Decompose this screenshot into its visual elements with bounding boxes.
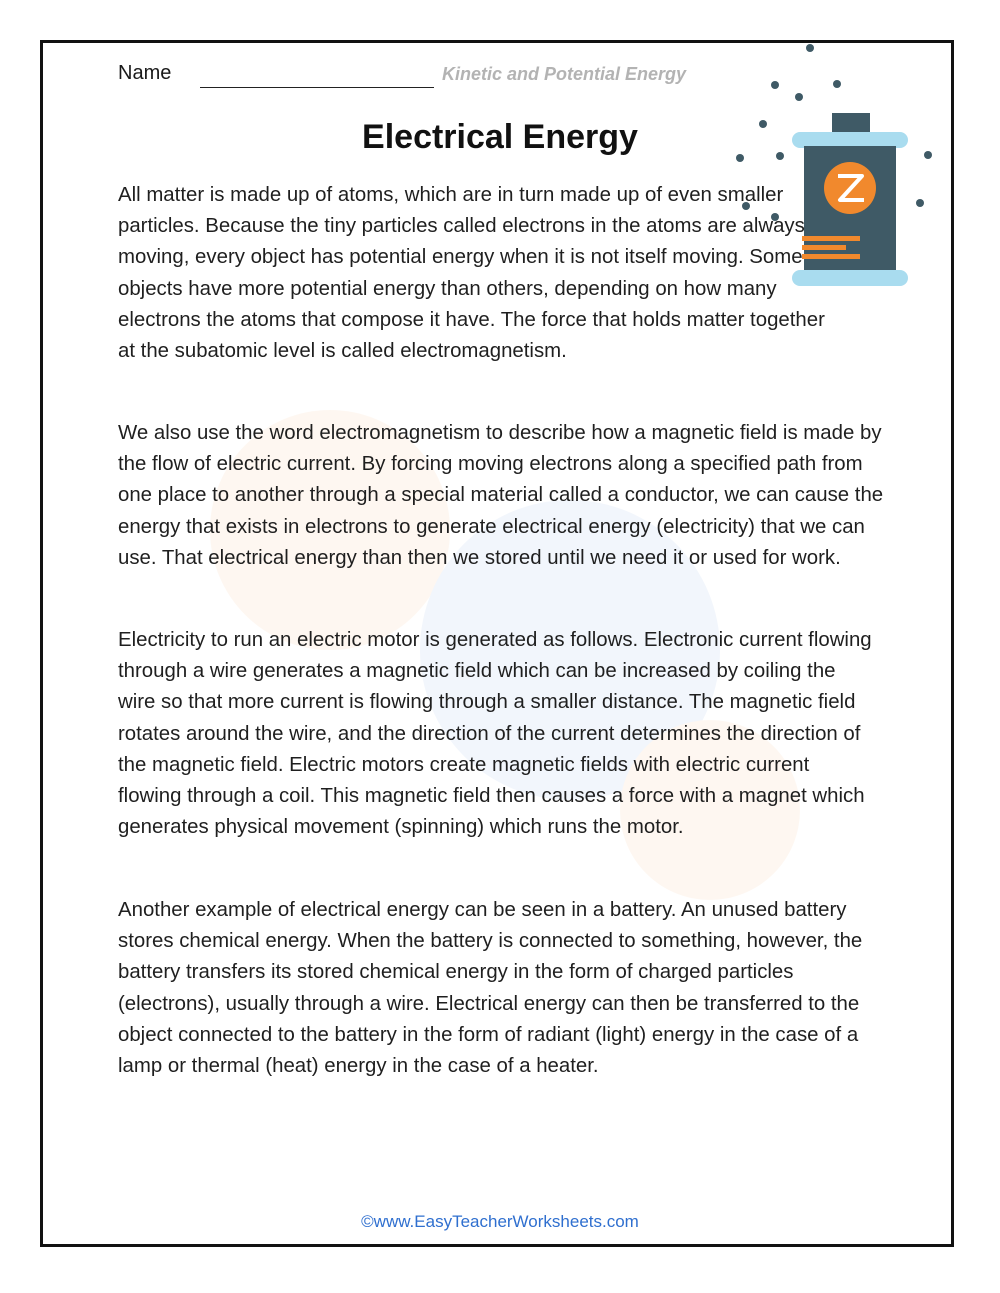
spark-dot — [776, 152, 784, 160]
spark-dot — [759, 120, 767, 128]
page-title: Electrical Energy — [362, 118, 638, 156]
spark-dot — [916, 199, 924, 207]
spark-dot — [924, 151, 932, 159]
spark-dot — [806, 44, 814, 52]
battery-top-ring — [792, 132, 908, 148]
paragraph-text: All matter is made up of atoms, which are in turn made up of even smaller particles. Because the tiny particles called electrons in the atoms are always moving, every object has potential energy when it is not itself moving. Some objects have more potential energy than others, depending on how many electrons the atoms that compose it have. The force that holds matter together at the subatomic level is called electromagnetism. — [118, 184, 825, 363]
spark-dot — [771, 81, 779, 89]
name-label: Name — [118, 62, 172, 84]
paragraph-battery: Another example of electrical energy can be seen in a battery. An unused battery stores chemical energy. When the battery is connected to something, however, the battery transfers its stored chemical energy in the form of charged particles (electrons), usually through a wire. Electrical energy can then be transferred to the object connected to the battery in the form of radiant (light) energy in the case of a lamp or thermal (heat) energy in the case of a heater. — [118, 899, 863, 1078]
worksheet-subject: Kinetic and Potential Energy — [442, 64, 687, 84]
footer-copyright-link[interactable]: ©www.EasyTeacherWorksheets.com — [361, 1212, 639, 1231]
name-field-line[interactable] — [200, 87, 434, 88]
spark-dot — [736, 154, 744, 162]
battery-cap — [832, 113, 870, 135]
paragraph-atoms — [118, 180, 838, 367]
paragraph-electric-motor: Electricity to run an electric motor is generated as follows. Electronic current flowing through a wire generates a magnetic field which can be increased by coiling the wire so that more current is flowing through a smaller distance. The magnetic field rotates around the wire, and the direction of the current determines the direction of the magnetic field. Electric motors create magnetic fields with electric current flowing through a coil. This magnetic field then causes a force with a magnet which generates physical movement (spinning) which runs the motor. — [118, 629, 872, 839]
paragraph-electromagnetism: We also use the word electromagnetism to describe how a magnetic field is made by the flow of electric current. By forcing moving electrons along a specified path from one place to another through a special material called a conductor, we can cause the energy that exists in electrons to generate electrical energy (electricity) that we can use. That electrical energy than then we stored until we need it or used for work. — [118, 422, 884, 569]
spark-dot — [795, 93, 803, 101]
spark-dot — [833, 80, 841, 88]
